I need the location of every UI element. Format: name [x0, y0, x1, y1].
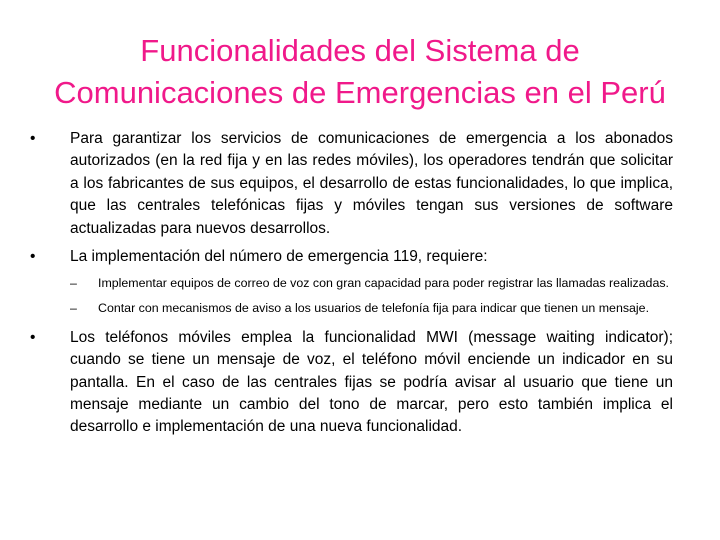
sub-bullet-item-1	[30, 275, 673, 292]
sub-bullet-list	[30, 275, 673, 316]
bullet-item-3	[30, 327, 673, 439]
bullet-text: La implementación del número de emergencia 119, requiere:	[70, 248, 488, 266]
sub-bullet-item-2	[30, 300, 673, 317]
bullet-marker: •	[30, 248, 36, 266]
bullet-marker: •	[30, 328, 36, 346]
title-line-2: Comunicaciones de Emergencias en el Perú	[54, 75, 666, 110]
bullet-item-2	[30, 246, 673, 268]
dash-marker: –	[70, 276, 77, 291]
bullet-marker: •	[30, 130, 36, 147]
bullet-item-1	[30, 128, 673, 240]
slide-title	[20, 30, 700, 114]
bullet-text: Los teléfonos móviles emplea la funcionalidad MWI (message waiting indicator); cuando se tiene un mensaje de voz, el teléfono móvil enciende un indicador en su pantalla. En el caso de las centrales fijas se podría avisar al usuario que tiene un mensaje mediante un cambio del tono de marcar, pero esto también implica el desarrollo e implementación de una nueva funcionalidad.	[70, 328, 673, 436]
dash-marker: –	[70, 300, 77, 315]
title-line-1: Funcionalidades del Sistema de	[140, 33, 580, 68]
sub-bullet-text: Contar con mecanismos de aviso a los usuarios de telefonía fija para indicar que tienen un mensaje.	[98, 300, 650, 315]
sub-bullet-text: Implementar equipos de correo de voz con gran capacidad para poder registrar las llamadas realizadas.	[98, 276, 669, 291]
bullet-list	[30, 128, 673, 439]
bullet-text: Para garantizar los servicios de comunicaciones de emergencia a los abonados autorizados (en la red fija y en las redes móviles), los operadores tendrán que solicitar a los fabricantes de sus equipos, el desarrollo de estas funcionalidades, lo que implica, que las centrales telefónicas fijas y móviles tengan sus versiones de software actualizadas para nuevos desarrollos.	[70, 130, 673, 237]
